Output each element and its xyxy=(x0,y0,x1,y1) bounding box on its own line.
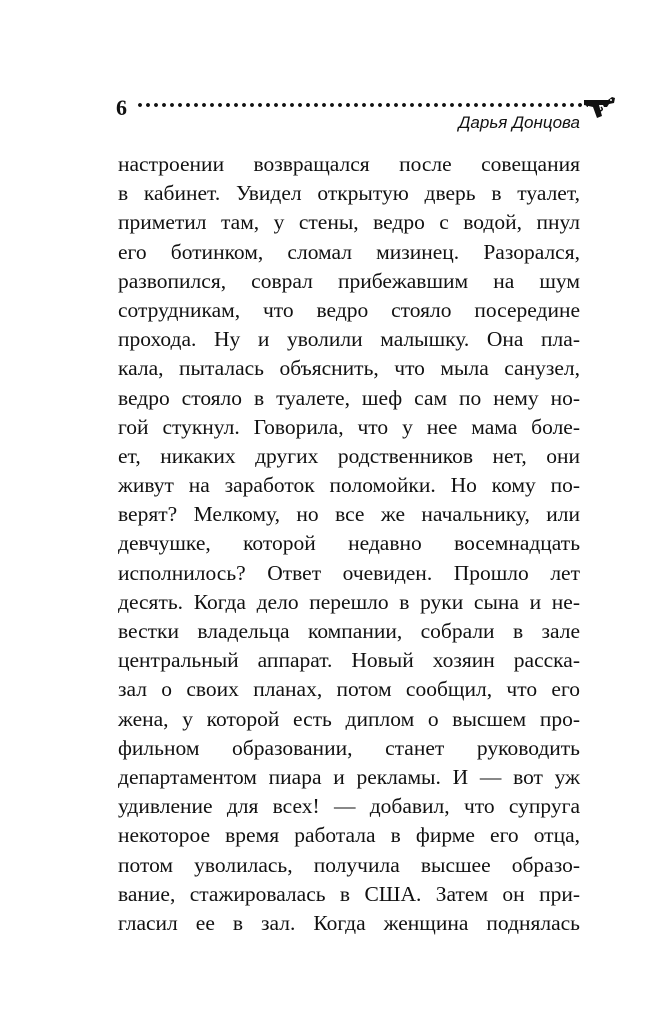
text-line: вестки владельца компании, собрали в зале xyxy=(118,619,580,643)
text-line: исполнилось? Ответ очевиден. Прошло лет xyxy=(118,560,580,585)
text-line: удивление для всех! — добавил, что супруга xyxy=(118,794,580,819)
text-line: живут на заработок поломойки. Но кому по- xyxy=(118,473,580,498)
dotted-rule xyxy=(136,100,588,110)
running-header xyxy=(116,94,616,136)
text-line: потом уволилась, получила высшее образо- xyxy=(118,852,580,877)
text-line: ет, никаких других родственников нет, они xyxy=(118,443,580,468)
text-line: кала, пыталась объяснить, что мыла санузел, xyxy=(118,356,580,381)
text-line: его ботинком, сломал мизинец. Разорался, xyxy=(118,239,580,264)
text-line: верят? Мелкому, но все же начальнику, или xyxy=(118,502,580,527)
text-line: департаментом пиара и рекламы. И — вот уж xyxy=(118,764,580,789)
author-name: Дарья Донцова xyxy=(458,113,580,132)
text-line: в кабинет. Увидел открытую дверь в туалет, xyxy=(118,181,580,206)
text-line: девчушке, которой недавно восемнадцать xyxy=(118,531,580,556)
text-line: фильном образовании, станет руководить xyxy=(118,735,580,760)
text-line: ведро стояло в туалете, шеф сам по нему но- xyxy=(118,385,580,410)
text-line: десять. Когда дело перешло в руки сына и не- xyxy=(118,589,580,614)
text-line: прохода. Ну и уволили малышку. Она пла- xyxy=(118,327,580,352)
text-line: гой стукнул. Говорила, что у нее мама боле- xyxy=(118,414,580,439)
text-line: сотрудникам, что ведро стояло посередине xyxy=(118,297,580,322)
pistol-icon xyxy=(582,94,616,124)
page-number: 6 xyxy=(116,95,127,120)
text-line: центральный аппарат. Новый хозяин расска- xyxy=(118,648,580,673)
text-line: некоторое время работала в фирме его отца, xyxy=(118,823,580,848)
page-body xyxy=(118,150,580,938)
text-line: зал о своих планах, потом сообщил, что его xyxy=(118,677,580,702)
text-line: гласил ее в зал. Когда женщина поднялась xyxy=(118,910,580,935)
text-line: настроении возвращался после совещания xyxy=(118,152,580,176)
text-line: жена, у которой есть диплом о высшем про- xyxy=(118,706,580,731)
text-line: вание, стажировалась в США. Затем он при- xyxy=(118,881,580,906)
text-line: развопился, соврал прибежавшим на шум xyxy=(118,268,580,293)
text-line: приметил там, у стены, ведро с водой, пнул xyxy=(118,210,580,235)
